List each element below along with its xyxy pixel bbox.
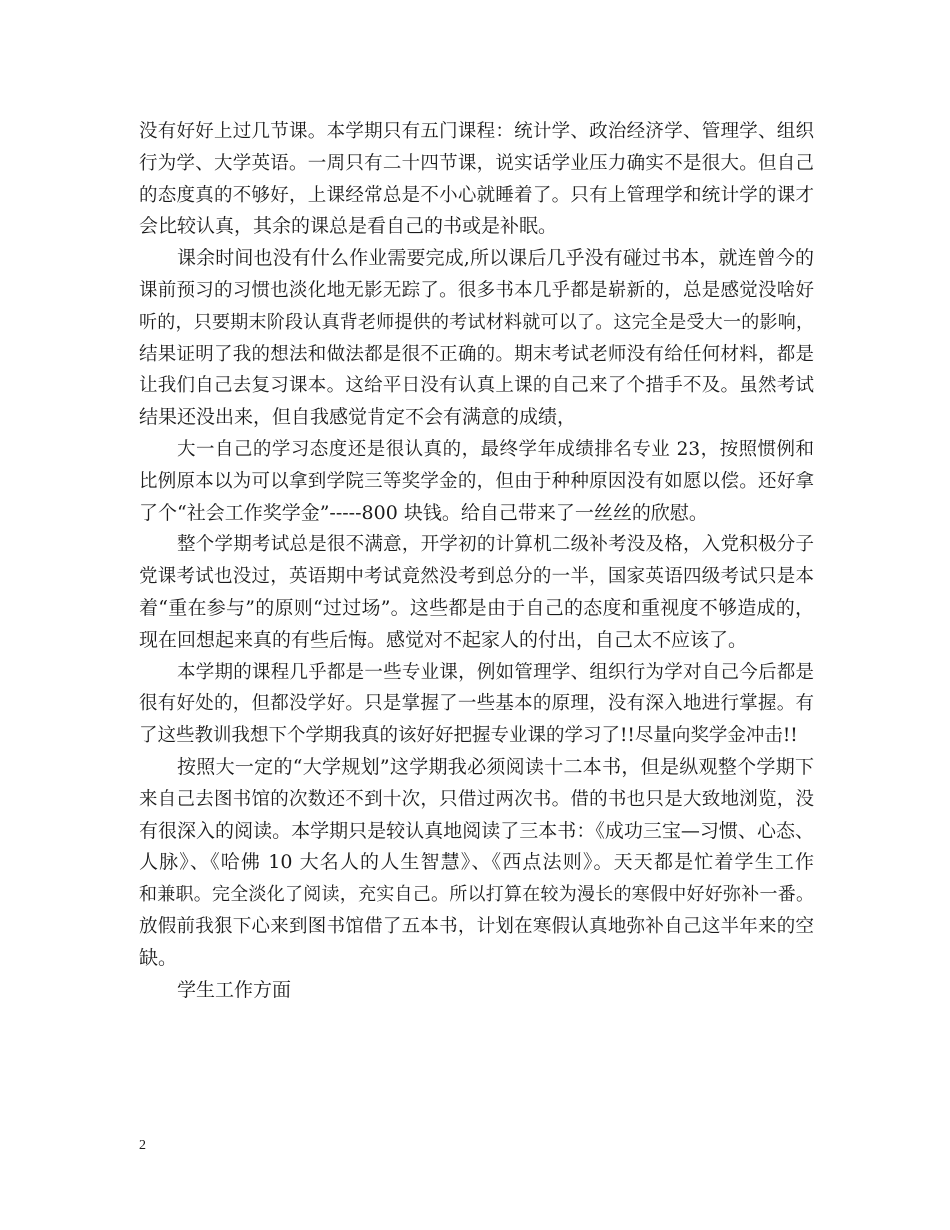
text-line: 很有好处的，但都没学好。只是掌握了一些基本的原理，没有深入地进行掌握。有 xyxy=(139,693,814,715)
text-line: 整个学期考试总是很不满意，开学初的计算机二级补考没及格，入党积极分子 xyxy=(177,534,814,556)
text-line: 放假前我狠下心来到图书馆借了五本书，计划在寒假认真地弥补自己这半年来的空 xyxy=(139,915,814,937)
text-line: 的态度真的不够好，上课经常总是不小心就睡着了。只有上管理学和统计学的课才 xyxy=(139,184,814,206)
body-text xyxy=(139,116,814,1006)
text-line: 学生工作方面 xyxy=(177,978,292,1001)
text-line: 结果还没出来，但自我感觉肯定不会有满意的成绩， xyxy=(139,406,577,429)
text-line: 和兼职。完全淡化了阅读，充实自己。所以打算在较为漫长的寒假中好好弥补一番。 xyxy=(139,884,814,906)
text-line: 有很深入的阅读。本学期只是较认真地阅读了三本书：《成功三宝—习惯、心态、 xyxy=(139,819,814,842)
text-line: 结果证明了我的想法和做法都是很不正确的。期末考试老师没有给任何材料，都是 xyxy=(139,343,814,365)
text-line: 让我们自己去复习课本。这给平日没有认真上课的自己来了个措手不及。虽然考试 xyxy=(139,375,814,397)
text-line: 党课考试也没过，英语期中考试竟然没考到总分的一半，国家英语四级考试只是本 xyxy=(139,566,814,588)
text-line: 着“重在参与”的原则“过过场”。这些都是由于自己的态度和重视度不够造成的， xyxy=(139,596,814,619)
text-line: 会比较认真，其余的课总是看自己的书或是补眠。 xyxy=(139,215,558,238)
text-line: 现在回想起来真的有些后悔。感觉对不起家人的付出，自己太不应该了。 xyxy=(139,628,748,651)
text-line: 课前预习的习惯也淡化地无影无踪了。很多书本几乎都是崭新的，总是感觉没啥好 xyxy=(139,279,814,301)
text-line: 比例原本以为可以拿到学院三等奖学金的，但由于种种原因没有如愿以偿。还好拿 xyxy=(139,470,814,492)
text-line: 大一自己的学习态度还是很认真的，最终学年成绩排名专业 23，按照惯例和 xyxy=(177,438,814,460)
text-line: 听的，只要期末阶段认真背老师提供的考试材料就可以了。这完全是受大一的影响， xyxy=(139,311,814,333)
text-line: 缺。 xyxy=(139,946,178,969)
text-line: 了个“社会工作奖学金”-----800 块钱。给自己带来了一丝丝的欣慰。 xyxy=(139,501,708,524)
text-line: 本学期的课程几乎都是一些专业课，例如管理学、组织行为学对自己今后都是 xyxy=(177,661,814,683)
page-number: 2 xyxy=(139,1138,146,1153)
text-line: 没有好好上过几节课。本学期只有五门课程：统计学、政治经济学、管理学、组织 xyxy=(139,121,814,142)
text-line: 来自己去图书馆的次数还不到十次，只借过两次书。借的书也只是大致地浏览，没 xyxy=(139,788,814,810)
text-line: 按照大一定的“大学规划”这学期我必须阅读十二本书，但是纵观整个学期下 xyxy=(177,755,814,778)
text-line: 行为学、大学英语。一周只有二十四节课，说实话学业压力确实不是很大。但自己 xyxy=(139,152,814,174)
text-line: 课余时间也没有什么作业需要完成,所以课后几乎没有碰过书本，就连曾今的 xyxy=(177,247,814,270)
text-line: 了这些教训我想下个学期我真的该好好把握专业课的学习了!!尽量向奖学金冲击!! xyxy=(139,725,798,747)
text-line: 人脉》、《哈佛 10 大名人的人生智慧》、《西点法则》。天天都是忙着学生工作 xyxy=(139,851,814,874)
